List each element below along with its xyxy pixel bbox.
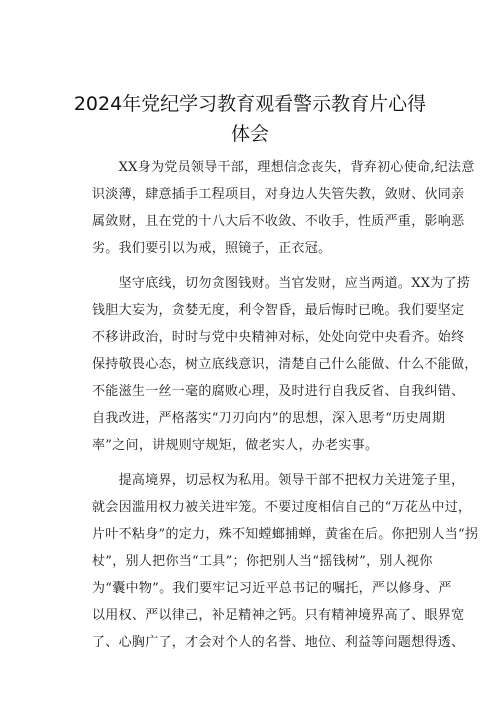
body-line: 以用权、严以律己，补足精神之钙。只有精神境界高了、眼界宽: [92, 608, 465, 623]
body-line: 保持敬畏心态，树立底线意识，清楚自己什么能做、什么不能做，: [92, 357, 478, 372]
document-title-line-1: 2024年党纪学习教育观看警示教育片心得: [73, 93, 427, 115]
body-line: 属敛财，且在党的十八大后不收敛、不收手，性质严重，影响恶: [92, 214, 465, 229]
body-line: 率”之问，讲规则守规矩，做老实人，办老实事。: [92, 438, 379, 453]
body-line: 坚守底线，切勿贪图钱财。当官发财，应当两道。XX为了捞: [92, 276, 471, 291]
body-line: 钱胆大妄为，贪婪无度，利令智昏，最后悔时已晚。我们要坚定: [92, 303, 465, 318]
body-line: 不能滋生一丝一毫的腐败心理，及时进行自我反省、自我纠错、: [92, 384, 465, 399]
body-line: 为“囊中物”。我们要牢记习近平总书记的嘱托，严以修身、严: [92, 581, 452, 596]
body-line: 片叶不粘身”的定力，殊不知螳螂捕蝉，黄雀在后。你把别人当“拐: [92, 527, 479, 542]
document-title-line-2: 体会: [230, 123, 269, 145]
body-line: 就会因滥用权力被关进牢笼。不要过度相信自己的“万花丛中过，: [92, 500, 472, 515]
body-line: 自我改进，严格落实“刀刃向内”的思想，深入思考“历史周期: [92, 411, 446, 426]
document-body: [92, 154, 479, 656]
body-line: 劣。我们要引以为戒，照镜子，正衣冠。: [92, 241, 332, 256]
body-line: 了、心胸广了，才会对个人的名誉、地位、利益等问题想得透、: [92, 635, 465, 650]
body-line: 不移讲政治，时时与党中央精神对标，处处向党中央看齐。始终: [92, 330, 465, 345]
body-line: XX身为党员领导干部，理想信念丧失，背弃初心使命,纪法意: [92, 160, 475, 175]
body-line: 杖”，别人把你当“工具”；你把别人当“摇钱树”，别人视你: [92, 554, 433, 569]
body-line: 识淡薄，肆意插手工程项目，对身边人失管失教，敛财、伙同亲: [92, 187, 465, 202]
body-line: 提高境界，切忌权为私用。领导干部不把权力关进笼子里，: [92, 473, 465, 488]
